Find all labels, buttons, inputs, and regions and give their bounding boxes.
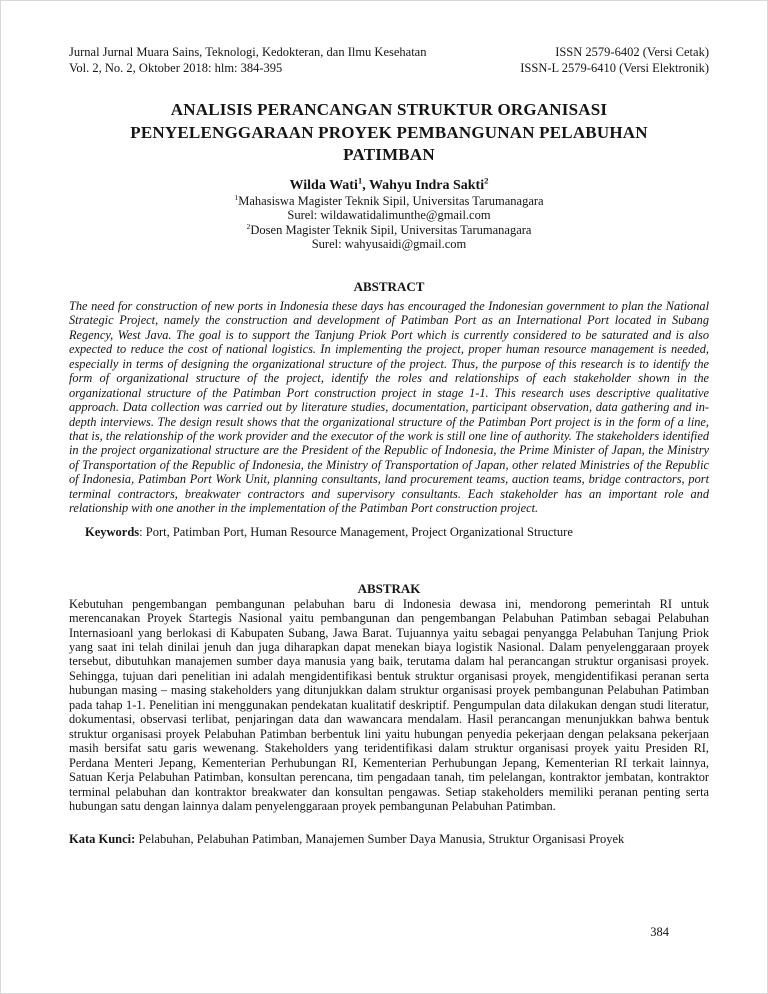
kata-kunci-label: Kata Kunci: (69, 832, 136, 847)
affiliation-superscript: 2 (246, 221, 251, 231)
issn-print-line: ISSN 2579-6402 (Versi Cetak) (555, 45, 709, 59)
running-head-issn (520, 44, 709, 76)
affiliation-superscript: 1 (234, 192, 239, 202)
page-number: 384 (650, 925, 669, 939)
journal-name-line: Jurnal Jurnal Muara Sains, Teknologi, Kedokteran, dan Ilmu Kesehatan (69, 45, 427, 59)
abstrak-body: Kebutuhan pengembangan pembangunan pelabuhan baru di Indonesia dewasa ini, mendorong pemerintah RI untuk merencanakan Proyek Startegis Nasional yaitu pembangunan dan pengembangan Pelabuhan Patimban sebagai Pelabuhan Internasioanl yang berlokasi di Kabupaten Subang, Jawa Barat. Tujuannya yaitu sebagai penyangga Pelabuhan Tanjung Priok yang saat ini telah dinilai jenuh dan juga diharapkan dapat menekan biaya logistik Nasional. Dalam penyelenggaraan proyek tersebut, dibutuhkan manajemen sumber daya manusia yang baik, terutama dalam hal perancangan struktur organisasi proyek. Sehingga, tujuan dari penelitian ini adalah mengidentifikasi bentuk struktur organisasi proyek, mengidentifikasi peranan serta hubungan masing – masing stakeholders yang ditunjukkan dalam struktur organisasi proyek pembangunan Pelabuhan Patimban pada tahap 1-1. Penelitian ini menggunakan pendekatan kualitatif deskriptif. Pengumpulan data dilakukan dengan studi literatur, dokumentasi, observasi terlibat, penjaringan data dan wawancara mendalam. Hasil perancangan menunjukkan bahwa bentuk struktur organisasi proyek Pelabuhan Patimban berbentuk lini yaitu hubungan penyedia pekerjaan dengan pelaksana pekerjaan masih bersifat satu garis wewenang. Stakeholders yang teridentifikasi dalam struktur organisasi proyek yaitu Presiden RI, Perdana Menteri Jepang, Kementerian Perhubungan RI, Kementerian Perhubungan Jepang, Kementerian RI terkait lainnya, Satuan Kerja Pelabuhan Patimban, konsultan perencana, tim pengadaan tanah, tim pelelangan, kontraktor jembatan, kontraktor terminal pelabuhan dan kontraktor breakwater dan konsultan pengawas. Setiap stakeholders memiliki peranan penting serta hubungan satu dengan lainnya dalam penyelenggaraan proyek pembangunan Pelabuhan Patimban. (69, 596, 709, 814)
author-separator: , (362, 177, 369, 193)
keywords-line (69, 525, 709, 540)
paper-title (69, 99, 709, 167)
affiliation-text: Dosen Magister Teknik Sipil, Universitas Tarumanagara (250, 222, 532, 237)
author-name: Wilda Wati (289, 177, 358, 193)
author-superscript: 1 (357, 174, 363, 185)
author-email-line (69, 208, 709, 223)
authors-block (69, 174, 709, 252)
author-email-line (69, 237, 709, 252)
paper-title-line: PENYELENGGARAAN PROYEK PEMBANGUNAN PELABUHAN (130, 122, 648, 142)
running-head (69, 44, 709, 76)
abstract-heading: ABSTRACT (353, 278, 425, 294)
abstrak-heading: ABSTRAK (357, 580, 421, 596)
paper-title-line: ANALISIS PERANCANGAN STRUKTUR ORGANISASI (170, 100, 608, 119)
keywords-text: : Port, Patimban Port, Human Resource Management, Project Organizational Structure (139, 524, 573, 539)
kata-kunci-text: Pelabuhan, Pelabuhan Patimban, Manajemen Sumber Daya Manusia, Struktur Organisasi Proyek (135, 832, 625, 847)
author-name: Wahyu Indra Sakti (368, 177, 485, 193)
issn-electronic-line: ISSN-L 2579-6410 (Versi Elektronik) (520, 61, 709, 75)
journal-volume-line: Vol. 2, No. 2, Oktober 2018: hlm: 384-395 (69, 61, 283, 75)
keywords-label: Keywords (85, 524, 140, 539)
affiliation-line (69, 223, 709, 238)
author-superscript: 2 (484, 174, 489, 185)
kata-kunci-line (69, 832, 709, 847)
running-head-journal (69, 44, 426, 76)
page-content (69, 44, 709, 847)
affiliation-text: Mahasiswa Magister Teknik Sipil, Universitas Tarumanagara (238, 193, 544, 208)
authors-names (69, 174, 709, 194)
paper-title-line: PATIMBAN (343, 145, 435, 164)
abstract-body: The need for construction of new ports in Indonesia these days has encouraged the Indonesian government to plan the National Strategic Project, namely the construction and development of Patimban Port as an International Port located in Subang Regency, West Java. The goal is to support the Tanjung Priok Port which is currently considered to be saturated and is also expected to reduce the cost of national logistics. In implementing the project, proper human resource management is needed, especially in terms of designing the organizational structure of the project. Thus, the purpose of this research is to identify the form of organizational structure of the project, identify the roles and relationships of each stakeholder shown in the organizational structure of the Patimban Port construction project in stage 1-1. This research uses descriptive qualitative approach. Data collection was carried out by literature studies, documentation, participant observation, data gathering and in-depth interviews. The design result shows that the organizational structure of the Patimban Port project is in the form of a line, that is, the relationship of the work provider and the executor of the work is still one line of authority. The stakeholders identified in the project organizational structure are the President of the Republic of Indonesia, the Prime Minister of Japan, the Ministry of Transportation of the Republic of Indonesia, the Ministry of Transportation of Japan, other related Ministries of the Republic of Indonesia, Patimban Port Work Unit, planning consultants, land procurement teams, auction teams, bridge contractors, port terminal contractors, breakwater contractors and supervisory consultants. Each stakeholder has an important role and relationship with one another in the implementation of the Patimban Port construction project. (69, 298, 709, 516)
email-text: Surel: wildawatidalimunthe@gmail.com (287, 208, 491, 223)
email-text: Surel: wahyusaidi@gmail.com (311, 237, 467, 252)
affiliation-line (69, 194, 709, 209)
